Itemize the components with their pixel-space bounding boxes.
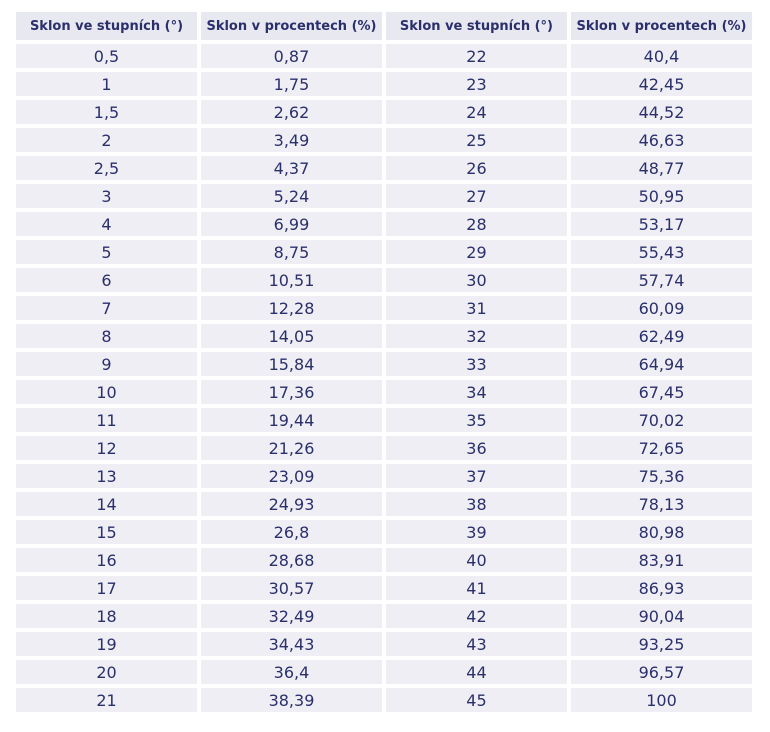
cell-percent-left: 15,84 [201,352,382,376]
cell-percent-left: 3,49 [201,128,382,152]
cell-percent-right: 100 [571,688,752,712]
cell-degrees-left: 12 [16,436,197,460]
cell-degrees-right: 31 [386,296,567,320]
cell-degrees-left: 17 [16,576,197,600]
cell-degrees-left: 7 [16,296,197,320]
table-row [16,184,752,208]
table-row [16,72,752,96]
header-degrees-left: Sklon ve stupních (°) [16,12,197,40]
cell-percent-right: 60,09 [571,296,752,320]
cell-degrees-right: 43 [386,632,567,656]
cell-degrees-right: 42 [386,604,567,628]
cell-percent-left: 6,99 [201,212,382,236]
cell-degrees-right: 37 [386,464,567,488]
cell-percent-right: 72,65 [571,436,752,460]
cell-percent-left: 14,05 [201,324,382,348]
cell-percent-right: 53,17 [571,212,752,236]
cell-percent-right: 70,02 [571,408,752,432]
cell-degrees-right: 39 [386,520,567,544]
cell-degrees-left: 11 [16,408,197,432]
table-row [16,604,752,628]
cell-percent-left: 0,87 [201,44,382,68]
cell-percent-left: 23,09 [201,464,382,488]
cell-degrees-right: 34 [386,380,567,404]
cell-percent-left: 10,51 [201,268,382,292]
cell-degrees-right: 41 [386,576,567,600]
cell-degrees-left: 14 [16,492,197,516]
cell-percent-left: 4,37 [201,156,382,180]
table-row [16,240,752,264]
table-row [16,436,752,460]
cell-percent-right: 90,04 [571,604,752,628]
cell-degrees-left: 6 [16,268,197,292]
cell-percent-left: 36,4 [201,660,382,684]
cell-degrees-right: 40 [386,548,567,572]
header-percent-left: Sklon v procentech (%) [201,12,382,40]
cell-degrees-right: 33 [386,352,567,376]
cell-percent-right: 75,36 [571,464,752,488]
cell-degrees-left: 19 [16,632,197,656]
cell-degrees-left: 15 [16,520,197,544]
cell-percent-right: 57,74 [571,268,752,292]
table-row [16,324,752,348]
cell-percent-right: 50,95 [571,184,752,208]
table-row [16,44,752,68]
cell-degrees-left: 13 [16,464,197,488]
cell-percent-left: 19,44 [201,408,382,432]
cell-degrees-left: 10 [16,380,197,404]
slope-conversion-table [12,8,756,716]
table-row [16,128,752,152]
cell-percent-right: 46,63 [571,128,752,152]
table-row [16,408,752,432]
cell-degrees-right: 28 [386,212,567,236]
cell-percent-left: 8,75 [201,240,382,264]
cell-degrees-left: 1,5 [16,100,197,124]
cell-degrees-right: 45 [386,688,567,712]
cell-percent-left: 32,49 [201,604,382,628]
cell-degrees-right: 38 [386,492,567,516]
cell-percent-right: 64,94 [571,352,752,376]
cell-degrees-left: 8 [16,324,197,348]
header-percent-right: Sklon v procentech (%) [571,12,752,40]
table-row [16,100,752,124]
cell-percent-left: 12,28 [201,296,382,320]
cell-degrees-left: 9 [16,352,197,376]
table-row [16,156,752,180]
cell-percent-right: 93,25 [571,632,752,656]
cell-degrees-left: 0,5 [16,44,197,68]
table-row [16,268,752,292]
cell-percent-left: 2,62 [201,100,382,124]
cell-degrees-left: 20 [16,660,197,684]
cell-percent-left: 28,68 [201,548,382,572]
cell-percent-left: 17,36 [201,380,382,404]
table-row [16,492,752,516]
cell-degrees-left: 18 [16,604,197,628]
table-row [16,212,752,236]
cell-degrees-right: 36 [386,436,567,460]
table-header [16,12,752,40]
cell-degrees-right: 27 [386,184,567,208]
header-row [16,12,752,40]
cell-degrees-right: 26 [386,156,567,180]
cell-degrees-left: 3 [16,184,197,208]
cell-percent-left: 38,39 [201,688,382,712]
table-row [16,576,752,600]
cell-degrees-left: 2 [16,128,197,152]
table-row [16,352,752,376]
cell-percent-right: 80,98 [571,520,752,544]
header-degrees-right: Sklon ve stupních (°) [386,12,567,40]
table-row [16,548,752,572]
table-row [16,632,752,656]
cell-percent-right: 44,52 [571,100,752,124]
cell-degrees-left: 1 [16,72,197,96]
table-row [16,520,752,544]
cell-percent-left: 21,26 [201,436,382,460]
cell-percent-right: 78,13 [571,492,752,516]
table-body [16,44,752,712]
table-row [16,296,752,320]
cell-percent-right: 40,4 [571,44,752,68]
cell-percent-right: 86,93 [571,576,752,600]
table-row [16,688,752,712]
cell-degrees-right: 24 [386,100,567,124]
cell-degrees-right: 35 [386,408,567,432]
cell-percent-right: 48,77 [571,156,752,180]
cell-degrees-left: 16 [16,548,197,572]
cell-degrees-right: 22 [386,44,567,68]
slope-table-container [16,12,752,712]
cell-degrees-right: 25 [386,128,567,152]
cell-percent-right: 83,91 [571,548,752,572]
cell-percent-right: 55,43 [571,240,752,264]
cell-percent-right: 42,45 [571,72,752,96]
cell-percent-left: 5,24 [201,184,382,208]
cell-percent-left: 30,57 [201,576,382,600]
cell-degrees-left: 5 [16,240,197,264]
cell-degrees-left: 2,5 [16,156,197,180]
cell-percent-left: 24,93 [201,492,382,516]
table-row [16,380,752,404]
cell-degrees-left: 4 [16,212,197,236]
cell-percent-left: 26,8 [201,520,382,544]
cell-degrees-right: 30 [386,268,567,292]
cell-percent-right: 67,45 [571,380,752,404]
table-row [16,660,752,684]
cell-degrees-left: 21 [16,688,197,712]
cell-degrees-right: 44 [386,660,567,684]
cell-percent-left: 34,43 [201,632,382,656]
table-row [16,464,752,488]
cell-percent-left: 1,75 [201,72,382,96]
cell-degrees-right: 32 [386,324,567,348]
cell-degrees-right: 29 [386,240,567,264]
cell-percent-right: 96,57 [571,660,752,684]
cell-percent-right: 62,49 [571,324,752,348]
cell-degrees-right: 23 [386,72,567,96]
